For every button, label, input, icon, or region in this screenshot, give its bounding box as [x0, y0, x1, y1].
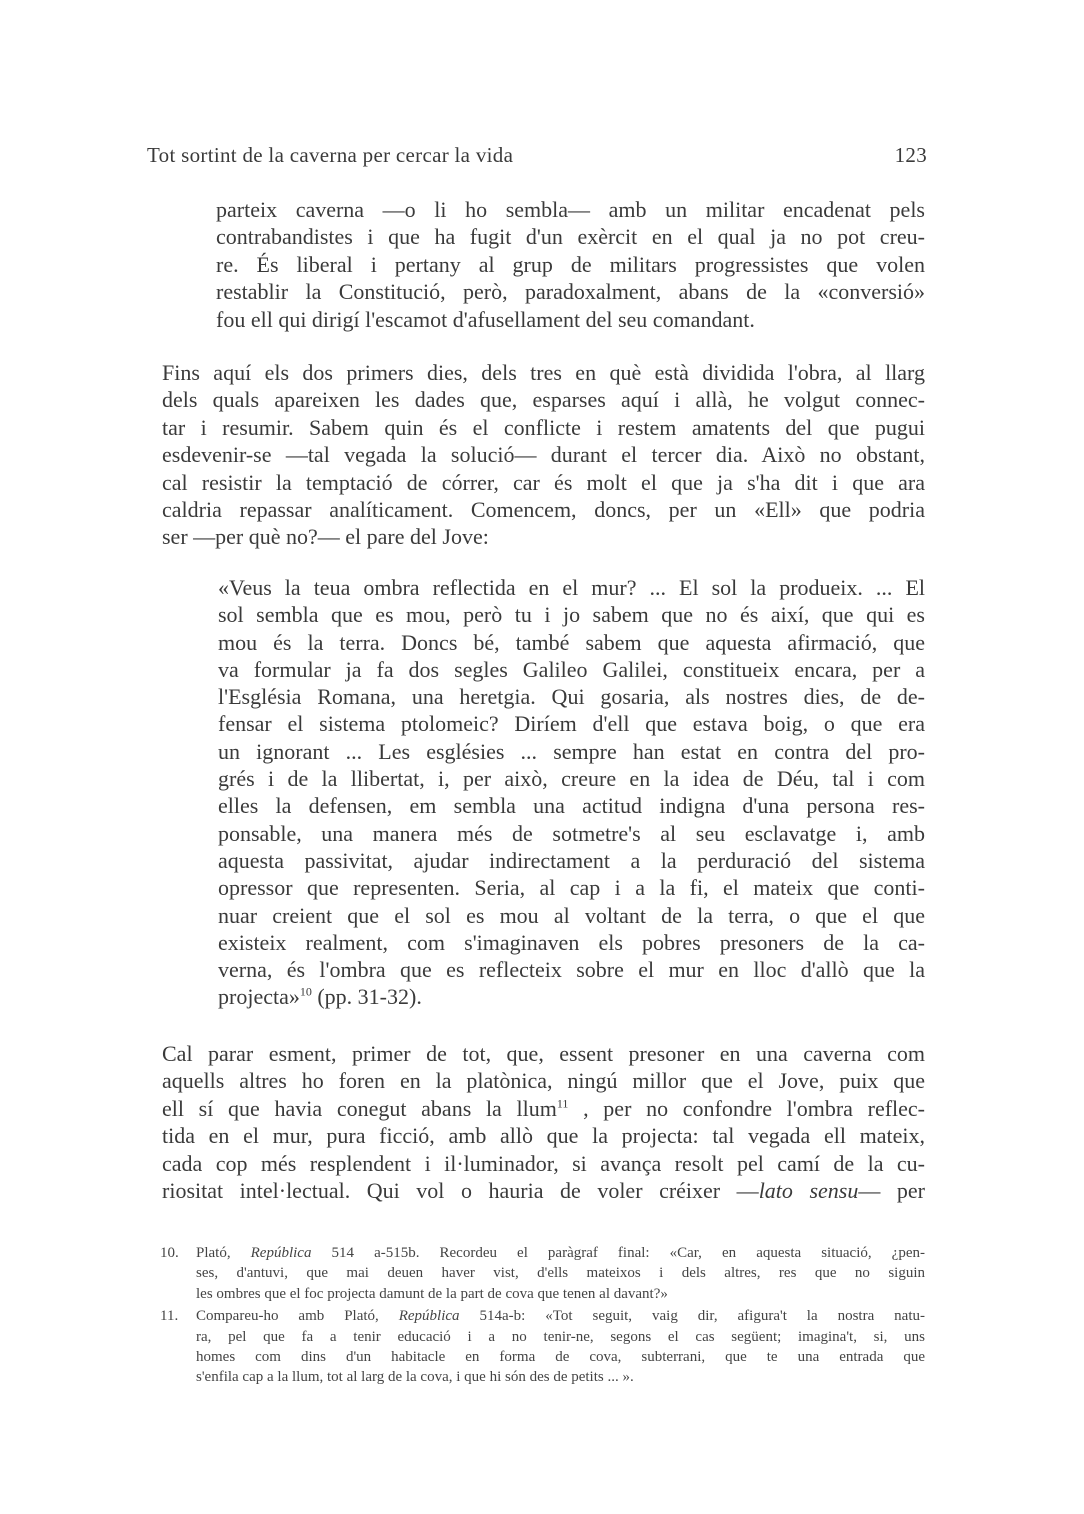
- text-line: ser —per què no?— el pare del Jove:: [162, 524, 489, 550]
- footnote-line: [196, 1243, 925, 1263]
- text-line: dels quals apareixen les dades que, esparses aquí i allà, he volgut connec-: [162, 387, 925, 413]
- quote-line: opressor que representen. Seria, al cap i a la fi, el mateix que conti-: [218, 875, 925, 901]
- paragraph-cal: [162, 1040, 925, 1204]
- italic-title: República: [250, 1245, 312, 1261]
- text-segment: Plató,: [196, 1245, 251, 1261]
- footnote-line: ses, d'antuvi, que mai deuen haver vist, d'ells mateixos i dels altres, res que no siguin: [196, 1265, 925, 1282]
- quote-line: «Veus la teua ombra reflectida en el mur? ... El sol la produeix. ... El: [218, 575, 925, 600]
- footnote-line: s'enfila cap a la llum, tot al larg de la cova, i que hi són des de petits ... ».: [196, 1369, 634, 1386]
- quote-line: elles la defensen, em sembla una actitud indigna d'una persona res-: [218, 793, 925, 819]
- footnote-line: les ombres que el foc projecta damunt de la part de cova que tenen al davant?»: [196, 1285, 668, 1302]
- quote-line: verna, és l'ombra que es reflecteix sobre el mur en lloc d'allò que la: [218, 957, 925, 983]
- text-line: tida en el mur, pura ficció, amb allò que la projecta: tal vegada ell mateix,: [162, 1123, 925, 1149]
- text-line: parteix caverna —o li ho sembla— amb un militar encadenat pels: [216, 197, 925, 222]
- text-line: cal resistir la temptació de córrer, car és molt el que ja s'ha dit i que ara: [162, 469, 925, 495]
- text-line: esdevenir-se —tal vegada la solució— durant el tercer dia. Això no obstant,: [162, 442, 925, 468]
- text-segment: ell sí que havia conegut abans la llum: [162, 1095, 557, 1121]
- italic-title: República: [398, 1308, 460, 1325]
- quote-line: [218, 983, 925, 1010]
- quote-citation: (pp. 31-32).: [311, 984, 422, 1010]
- text-line: contrabandistes i que ha fugit d'un exèrcit en el qual ja no pot creu-: [216, 224, 925, 250]
- text-line: fou ell qui dirigí l'escamot d'afusellament del seu comandant.: [216, 306, 755, 332]
- text-line: Fins aquí els dos primers dies, dels tres en què està dividida l'obra, al llarg: [162, 360, 925, 385]
- quote-line: un ignorant ... Les esglésies ... sempre han estat en contra del pro-: [218, 738, 925, 764]
- text-line: restablir la Constitució, però, paradoxalment, abans de la «conversió»: [216, 279, 925, 305]
- footnote-11: [150, 1306, 925, 1388]
- text-segment: riositat intel·lectual. Qui vol o hauria de voler créixer —: [162, 1177, 759, 1203]
- text-line: [162, 1177, 925, 1204]
- text-segment: 514 a-515b. Recordeu el paràgraf final: «Car, en aquesta situació, ¿pen-: [311, 1245, 925, 1261]
- paragraph-continued: [216, 196, 925, 333]
- footnote-line: ra, pel que fa a tenir educació i a no tenir-ne, segons el cas següent; imagina't, si, uns: [196, 1328, 925, 1345]
- paragraph-fins: [162, 359, 925, 551]
- text-segment: , per no confondre l'ombra reflec-: [568, 1095, 926, 1121]
- text-line: cada cop més resplendent i il·luminador, si avança resolt pel camí de la cu-: [162, 1150, 925, 1176]
- footnote-ref-11[interactable]: 11: [556, 1096, 569, 1111]
- quote-line: l'Església Romana, una heretgia. Qui gosaria, als nostres dies, de de-: [218, 684, 925, 710]
- footnotes: [150, 1243, 925, 1390]
- quote-final-text: projecta»: [218, 984, 300, 1010]
- footnote-line: [196, 1306, 925, 1326]
- block-quote: [218, 574, 925, 1011]
- quote-line: ponsable, una manera més de sotmetre's al seu esclavatge i, amb: [218, 820, 925, 846]
- quote-line: sol sembla que es mou, però tu i jo sabem que no és així, que qui es: [218, 602, 925, 628]
- running-head-title: Tot sortint de la caverna per cercar la vida: [147, 143, 514, 167]
- text-line: Cal parar esment, primer de tot, que, essent presoner en una caverna com: [162, 1041, 925, 1066]
- text-line: [162, 1095, 925, 1122]
- quote-line: aquesta passivitat, ajudar indirectament a la perduració del sistema: [218, 847, 925, 873]
- footnote-number: 10.: [160, 1245, 179, 1261]
- footnote-line: homes com dins d'un habitacle en forma de cova, subterrani, que te una entrada que: [196, 1348, 925, 1365]
- page-number: 123: [894, 143, 927, 167]
- quote-line: nuar creient que el sol es mou al voltant de la terra, o que el que: [218, 902, 925, 928]
- text-line: aquells altres ho foren en la platònica, ningú millor que el Jove, puix que: [162, 1068, 925, 1094]
- footnote-10: [150, 1243, 925, 1304]
- text-line: tar i resumir. Sabem quin és el conflicte i restem amatents del que pugui: [162, 414, 925, 440]
- quote-line: fensar el sistema ptolomeic? Diríem d'ell que estava boig, o que era: [218, 711, 925, 737]
- quote-line: existeix realment, com s'imaginaven els pobres presoners de la ca-: [218, 929, 925, 955]
- quote-line: grés i de la llibertat, i, per això, creure en la idea de Déu, tal i com: [218, 766, 925, 792]
- text-line: caldria repassar analíticament. Comencem, doncs, per un «Ell» que podria: [162, 496, 925, 522]
- text-segment: — per: [858, 1177, 925, 1203]
- quote-line: va formular ja fa dos segles Galileo Galilei, constitueix encara, per a: [218, 656, 925, 682]
- text-line: re. És liberal i pertany al grup de militars progressistes que volen: [216, 251, 925, 277]
- footnote-ref-10[interactable]: 10: [299, 985, 312, 1000]
- footnote-number: 11.: [160, 1308, 179, 1325]
- text-segment: Compareu-ho amb Plató,: [196, 1308, 399, 1325]
- italic-phrase: lato sensu: [758, 1177, 859, 1203]
- text-segment: 514a-b: «Tot seguit, vaig dir, afigura't la nostra natu-: [459, 1308, 925, 1325]
- quote-line: mou és la terra. Doncs bé, també sabem que aquesta afirmació, que: [218, 629, 925, 655]
